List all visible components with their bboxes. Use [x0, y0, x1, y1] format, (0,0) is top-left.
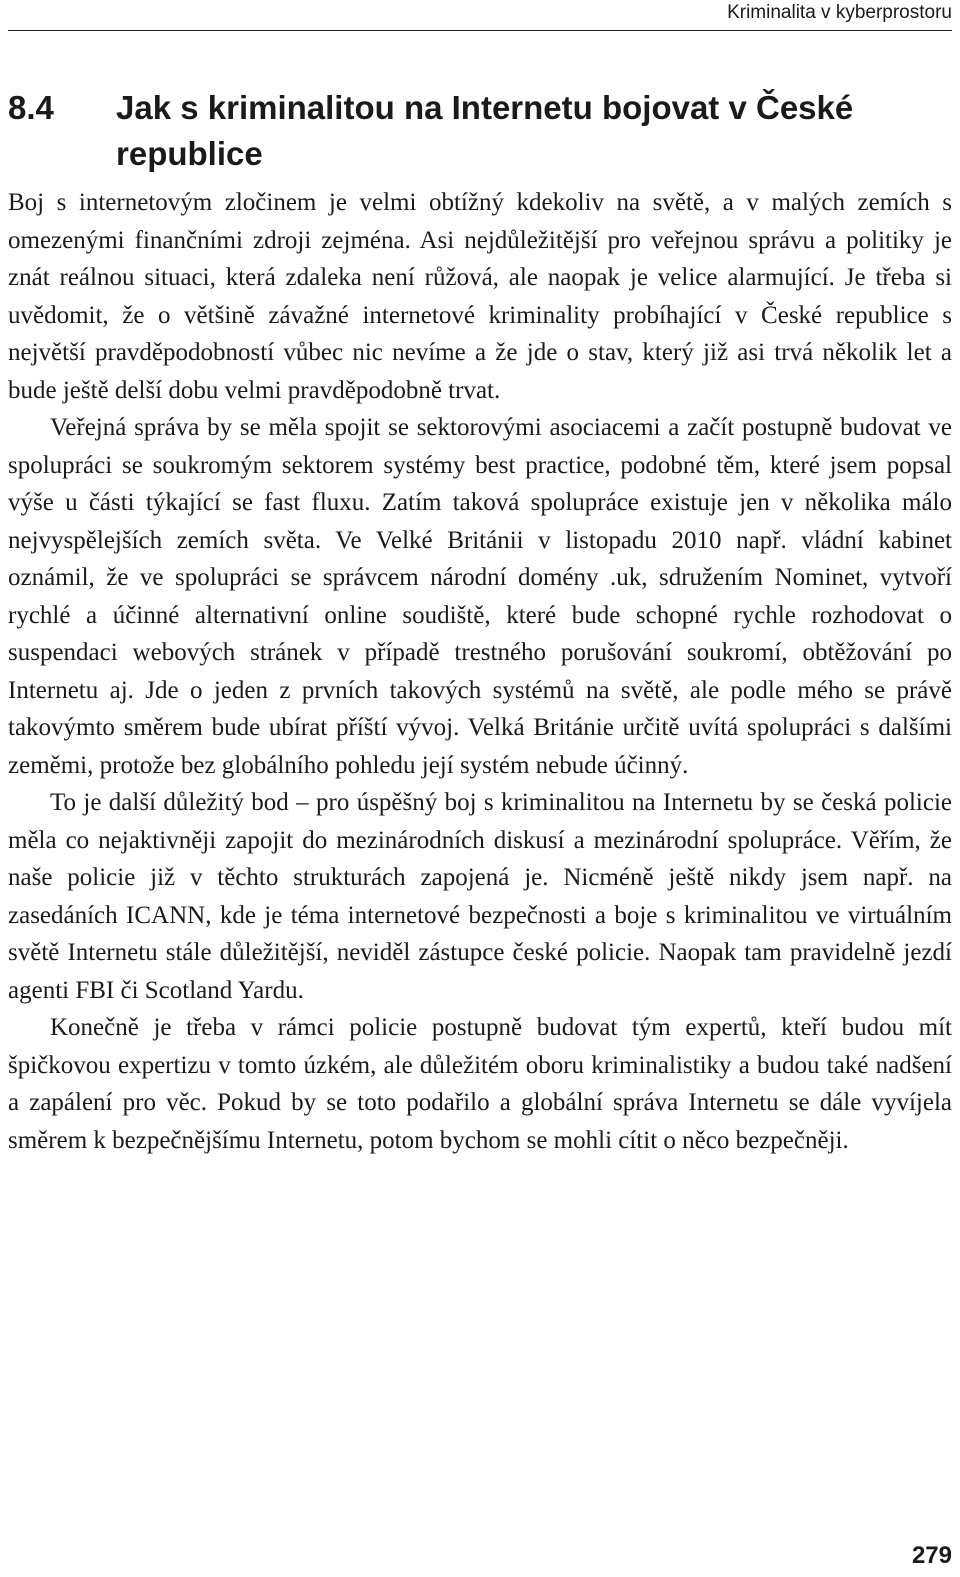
paragraph: Boj s internetovým zločinem je velmi obtížný kdekoliv na světě, a v malých zemích s omezenými finančními zdroji zejména. Asi nejdůležitější pro veřejnou správu a politiky je znát reálnou situaci, která zdaleka není růžová, ale naopak je velice alarmující. Je třeba si uvědomit, že o většině závažné internetové kriminality probíhající v České republice s největší pravděpodobností vůbec nic nevíme a že jde o stav, který již asi trvá několik let a bude ještě delší dobu velmi pravděpodobně trvat. [8, 189, 952, 404]
page-number: 279 [911, 1542, 952, 1569]
running-head [8, 0, 952, 31]
paragraph: To je další důležitý bod – pro úspěšný boj s kriminalitou na Internetu by se česká policie měla co nejaktivněji zapojit do mezinárodních diskusí a mezinárodní spolupráce. Věřím, že naše policie již v těchto strukturách zapojená je. Nicméně ještě nikdy jsem např. na zasedáních ICANN, kde je téma internetové bezpečnosti a boje s kriminalitou ve virtuálním světě Internetu stále důležitější, neviděl zástupce české policie. Naopak tam pravidelně jezdí agenti FBI či Scotland Yardu. [8, 789, 952, 1004]
section-number: 8.4 [8, 89, 54, 127]
body-text [8, 184, 952, 1159]
paragraph: Veřejná správa by se měla spojit se sektorovými asociacemi a začít postupně budovat ve spolupráci se soukromým sektorem systémy best practice, podobné těm, které jsem popsal výše u části týkající se fast fluxu. Zatím taková spolupráce existuje jen v několika málo nejvyspělejších zemích světa. Ve Velké Británii v listopadu 2010 např. vládní kabinet oznámil, že ve spolupráci se správcem národní domény .uk, sdružením Nominet, vytvoří rychlé a účinné alternativní online soudiště, které bude schopné rychle rozhodovat o suspendaci webových stránek v případě trestného porušování soukromí, obtěžování po Internetu aj. Jde o jeden z prvních takových systémů na světě, ale podle mého se právě takovýmto směrem bude ubírat příští vývoj. Velká Británie určitě uvítá spolupráci s dalšími zeměmi, protože bez globálního pohledu její systém nebude účinný. [8, 414, 952, 779]
running-head-title: Kriminalita v kyberprostoru [727, 2, 952, 23]
paragraph: Konečně je třeba v rámci policie postupně budovat tým expertů, kteří budou mít špičkovou expertizu v tomto úzkém, ale důležitém oboru kriminalistiky a budou také nadšení a zapálení pro věc. Pokud by se toto podařilo a globální správa Internetu se dále vyvíjela směrem k bezpečnějšímu Internetu, potom bychom se mohli cítit o něco bezpečněji. [8, 1014, 952, 1154]
section-title: Jak s kriminalitou na Internetu bojovat v České republice [116, 89, 854, 173]
section-heading [8, 85, 952, 177]
